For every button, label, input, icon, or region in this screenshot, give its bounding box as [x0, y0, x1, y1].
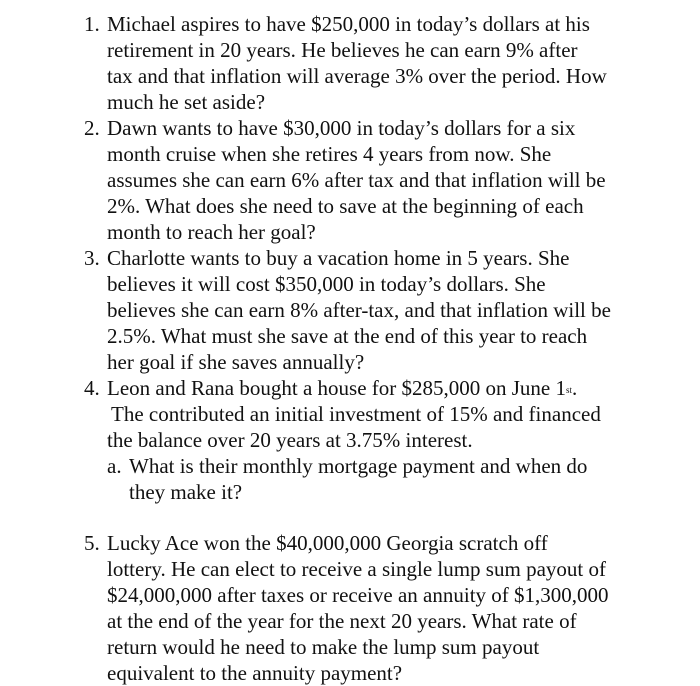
- question-line: Lucky Ace won the $40,000,000 Georgia scratch off: [107, 531, 548, 555]
- question-line: at the end of the year for the next 20 years. What rate of: [107, 609, 577, 633]
- ordinal-superscript: st: [566, 385, 573, 395]
- question-line-text: Leon and Rana bought a house for $285,000 on June 1: [107, 376, 566, 400]
- question-line: $24,000,000 after taxes or receive an annuity of $1,300,000: [107, 583, 609, 607]
- question-line: Dawn wants to have $30,000 in today’s dollars for a six: [107, 116, 576, 140]
- question-line: her goal if she saves annually?: [107, 350, 365, 374]
- question-line: believes it will cost $350,000 in today’s dollars. She: [107, 272, 546, 296]
- question-line: believes she can earn 8% after-tax, and that inflation will be: [107, 298, 611, 322]
- question-number: 1.: [84, 12, 100, 36]
- question-line: return would he need to make the lump sum payout: [107, 635, 540, 659]
- question-line: the balance over 20 years at 3.75% interest.: [107, 428, 473, 452]
- question-line: month to reach her goal?: [107, 220, 316, 244]
- question-number: 2.: [84, 116, 100, 140]
- question-line: lottery. He can elect to receive a single lump sum payout of: [107, 557, 606, 581]
- question-line: retirement in 20 years. He believes he can earn 9% after: [107, 38, 578, 62]
- question-number: 5.: [84, 531, 100, 555]
- question-line: 2%. What does she need to save at the beginning of each: [107, 194, 584, 218]
- question-line: Michael aspires to have $250,000 in today’s dollars at his: [107, 12, 590, 36]
- question-number: 3.: [84, 246, 100, 270]
- question-line: month cruise when she retires 4 years from now. She: [107, 142, 552, 166]
- question-line: [107, 376, 577, 401]
- question-line: The contributed an initial investment of 15% and financed: [111, 402, 601, 426]
- question-line: tax and that inflation will average 3% over the period. How: [107, 64, 607, 88]
- subquestion-line: they make it?: [129, 480, 243, 504]
- question-line: much he set aside?: [107, 90, 266, 114]
- question-number: 4.: [84, 376, 100, 400]
- question-line: assumes she can earn 6% after tax and that inflation will be: [107, 168, 606, 192]
- question-line-punct: .: [572, 376, 578, 400]
- question-line: equivalent to the annuity payment?: [107, 661, 403, 685]
- subquestion-line: What is their monthly mortgage payment and when do: [129, 454, 588, 478]
- question-line: 2.5%. What must she save at the end of this year to reach: [107, 324, 588, 348]
- question-line: Charlotte wants to buy a vacation home in 5 years. She: [107, 246, 570, 270]
- subquestion-label: a.: [107, 454, 122, 478]
